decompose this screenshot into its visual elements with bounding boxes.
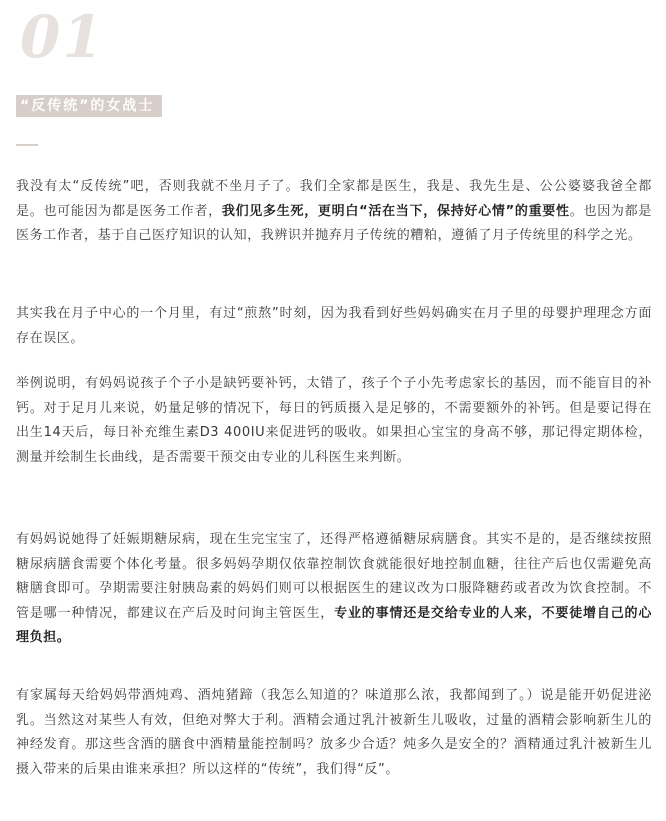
paragraph-3-text: 举例说明，有妈妈说孩子个子小是缺钙要补钙，太错了，孩子个子小先考虑家长的基因，而不能盲目的补钙。对于足月儿来说，奶量足够的情况下，每日的钙质摄入是足够的，不需要额外的补钙。但是要记得在出生14天后，每日补充维生素D3 400IU来促进钙的吸收。如果担心宝宝的身高不够，那记得定期体检，测量并绘制生长曲线，是否需要干预交由专业的儿科医生来判断。	[16, 376, 652, 465]
paragraph-2	[16, 302, 652, 351]
paragraph-1-text-1: 我没有太“反传统”吧，否则我就不坐月子了。我们全家都是医生，我是、我先生是、公公婆婆我爸全都是。也可能因为都是医务工作者，	[16, 179, 652, 219]
paragraph-4	[16, 528, 652, 651]
section-title: “反传统”的女战士	[16, 95, 162, 117]
paragraph-1-bold: 我们见多生死，更明白“活在当下，保持好心情”的重要性	[221, 203, 570, 219]
paragraph-1	[16, 175, 652, 249]
paragraph-4-text: 有妈妈说她得了妊娠期糖尿病，现在生完宝宝了，还得严格遵循糖尿病膳食。其实不是的，是否继续按照糖尿病膳食需要个体化考量。很多妈妈孕期仅依靠控制饮食就能很好地控制血糖，往往产后也仅需避免高糖膳食即可。孕期需要注射胰岛素的妈妈们则可以根据医生的建议改为口服降糖药或者改为饮食控制。不管是哪一种情况，都建议在产后及时问询主管医生，	[16, 532, 652, 621]
title-divider	[16, 144, 38, 146]
paragraph-5-text: 有家属每天给妈妈带酒炖鸡、酒炖猪蹄（我怎么知道的？味道那么浓，我都闻到了。）说是能开奶促进泌乳。当然这对某些人有效，但绝对弊大于利。酒精会通过乳汁被新生儿吸收，过量的酒精会影响新生儿的神经发育。那这些含酒的膳食中酒精量能控制吗？放多少合适？炖多久是安全的？酒精通过乳汁被新生儿摄入带来的后果由谁来承担？所以这样的“传统”，我们得“反”。	[16, 688, 652, 777]
paragraph-2-text: 其实我在月子中心的一个月里，有过“煎熬”时刻，因为我看到好些妈妈确实在月子里的母婴护理理念方面存在误区。	[16, 306, 652, 346]
paragraph-1-text-2: 。也因为都是医务工作者，基于自己医疗知识的认知，我辨识并抛弃月子传统的糟粕，遵循了月子传统里的科学之光。	[16, 203, 652, 243]
paragraph-3	[16, 372, 652, 470]
paragraph-4-bold: 专业的事情还是交给专业的人来，不要徒增自己的心理负担。	[16, 605, 652, 645]
section-number: 01	[20, 3, 105, 71]
paragraph-5	[16, 684, 652, 782]
